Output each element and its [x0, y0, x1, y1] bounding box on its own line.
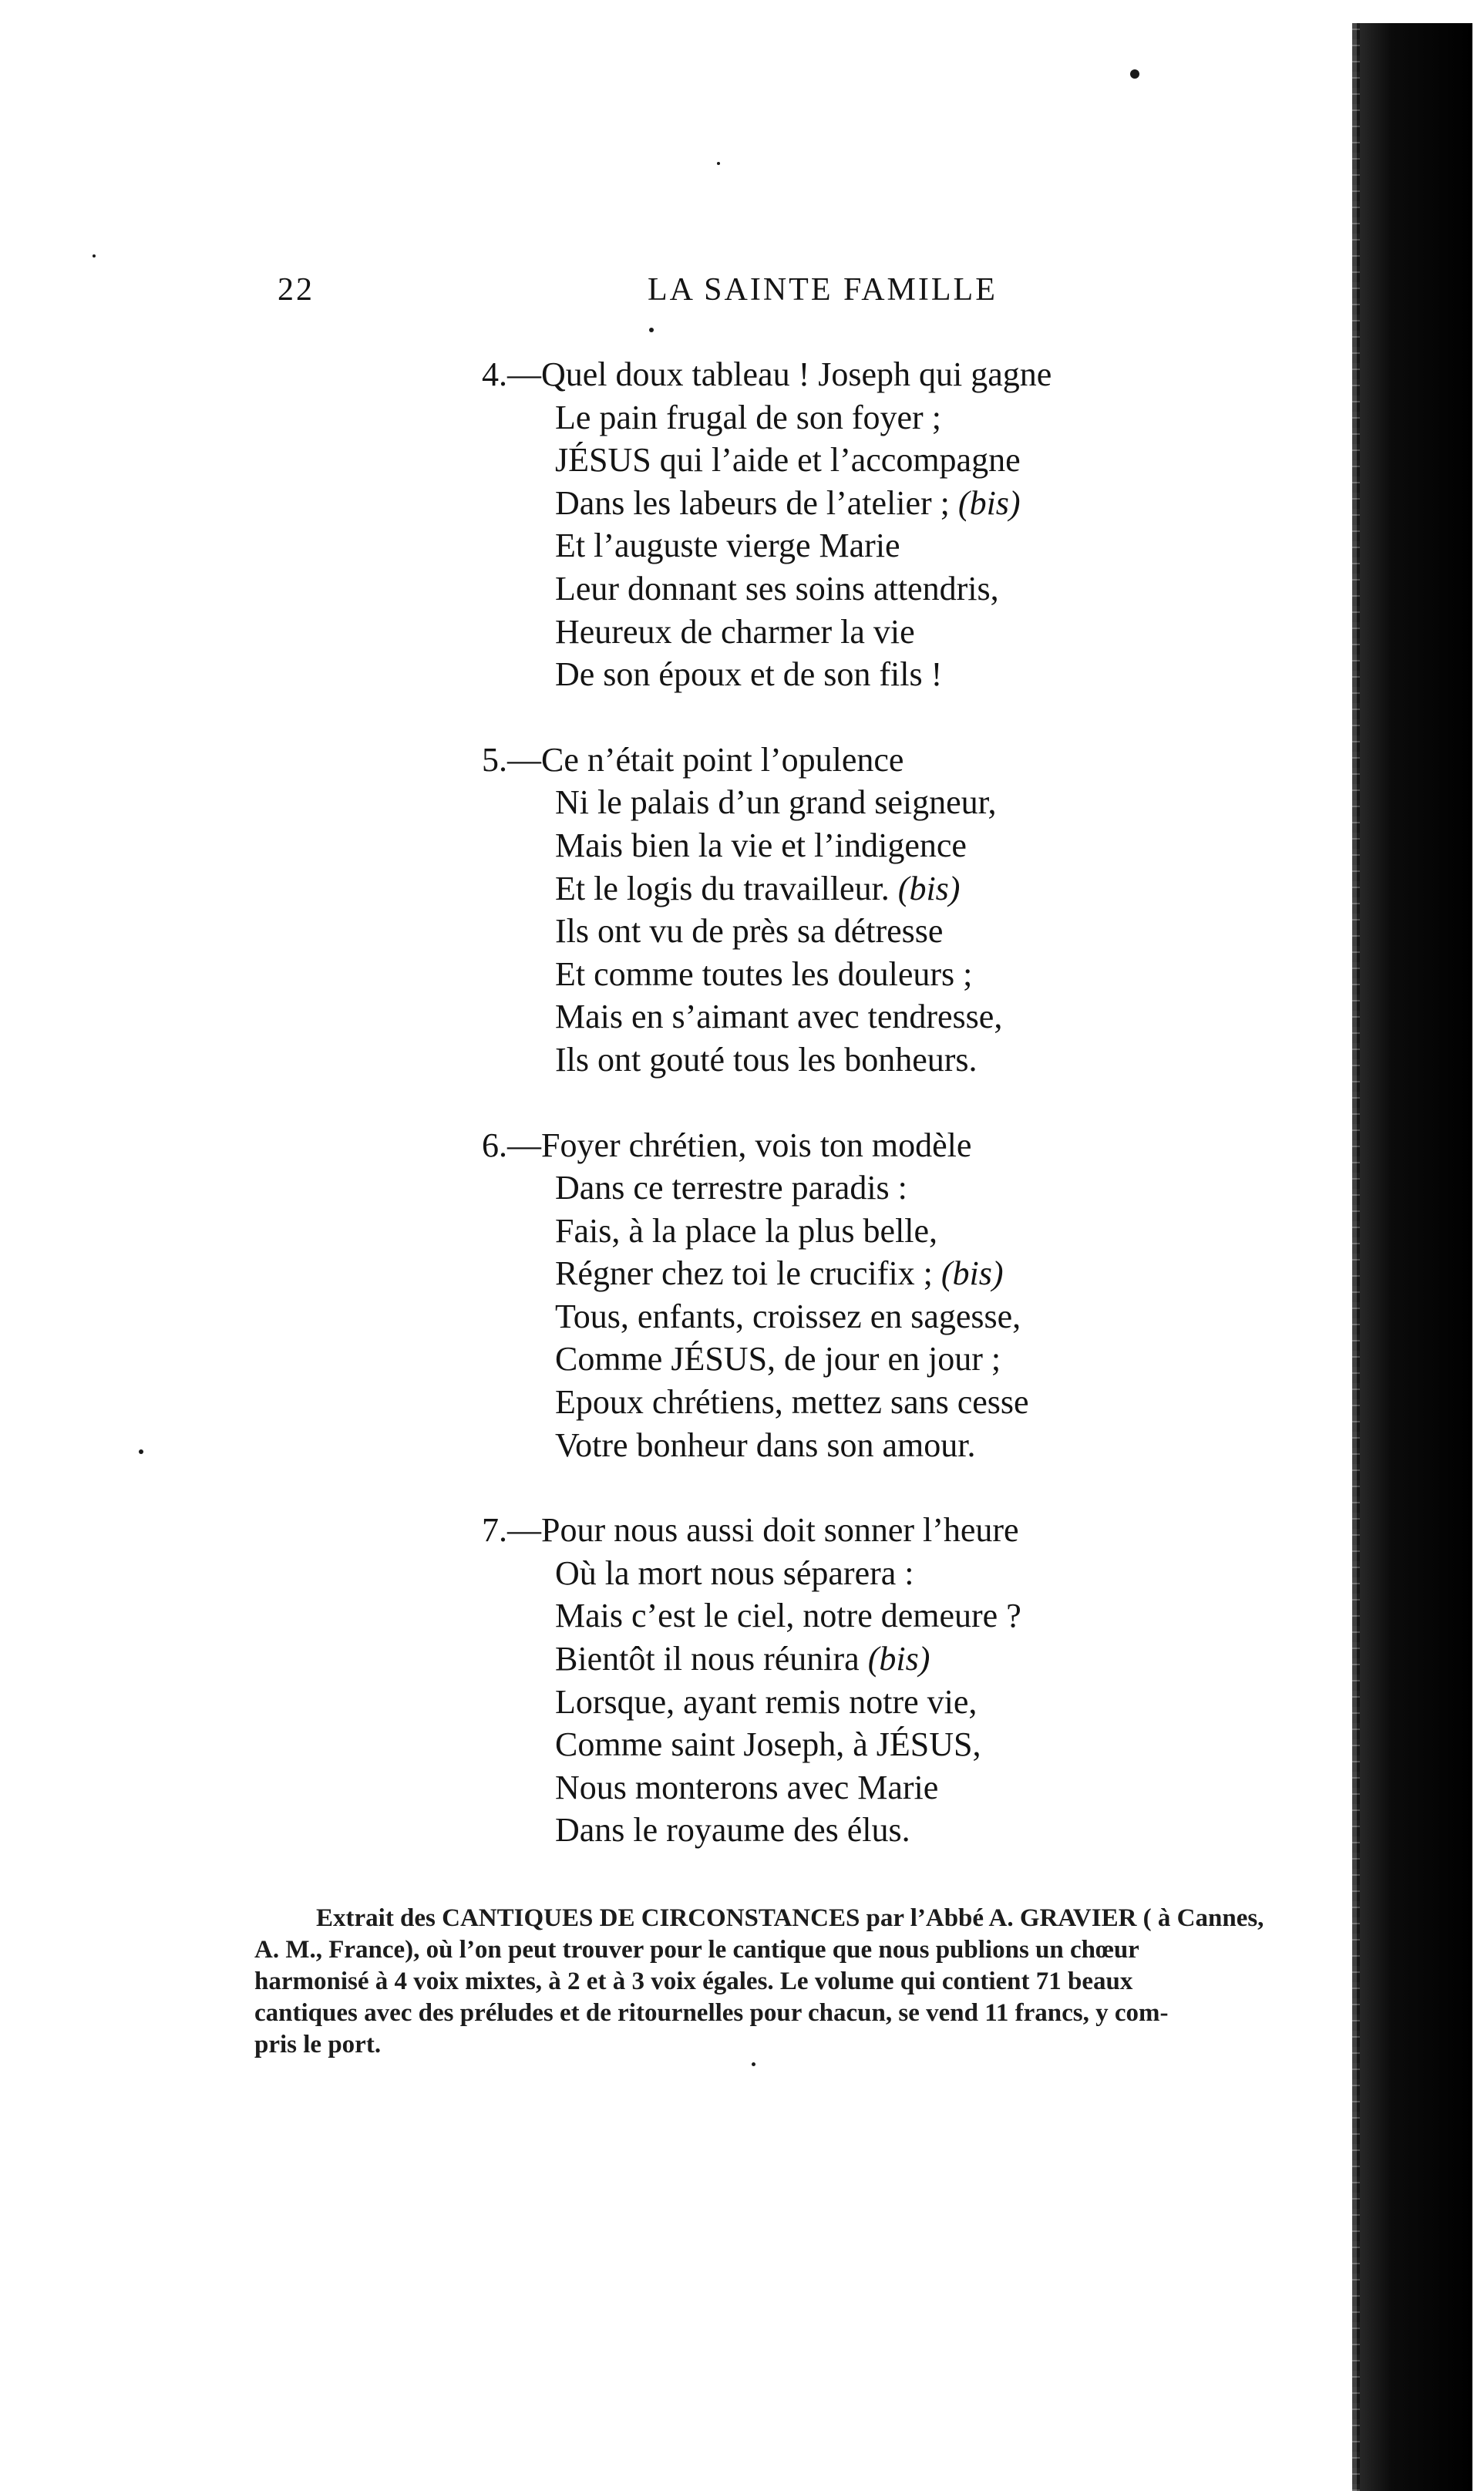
- verse-line-text: Dans les labeurs de l’atelier ;: [555, 483, 950, 522]
- scan-speck: [717, 162, 720, 165]
- scan-speck: [649, 328, 654, 332]
- verse-line: Mais en s’aimant avec tendresse,: [555, 998, 1003, 1036]
- scan-speck: [1130, 69, 1139, 79]
- verse-line: JÉSUS qui l’aide et l’accompagne: [555, 441, 1021, 480]
- scan-dark-edge: [1357, 23, 1472, 2491]
- verse-line: Comme JÉSUS, de jour en jour ;: [555, 1340, 1001, 1378]
- verse-line: 7.—Pour nous aussi doit sonner l’heure: [482, 1511, 1019, 1550]
- verse-line: De son époux et de son fils !: [555, 655, 943, 694]
- verse-line-text: Bientôt il nous réunira: [555, 1640, 860, 1678]
- stanza-7: [482, 1509, 1368, 1852]
- footnote-line: cantiques avec des préludes et de ritournelles pour chacun, se vend 11 francs, y com-: [254, 1999, 1169, 2027]
- bis-marker: (bis): [941, 1254, 1004, 1293]
- verse-line: Ils ont gouté tous les bonheurs.: [555, 1040, 978, 1079]
- verse-line: Nous monterons avec Marie: [555, 1768, 939, 1806]
- footnote-line: Extrait des CANTIQUES DE CIRCONSTANCES par l’Abbé A. GRAVIER ( à Cannes,: [316, 1904, 1264, 1932]
- page-header: [0, 271, 1484, 318]
- stanza-5: [482, 739, 1368, 1082]
- verse-line: Mais c’est le ciel, notre demeure ?: [555, 1597, 1021, 1635]
- running-title: LA SAINTE FAMILLE: [648, 272, 998, 308]
- footnote-line: harmonisé à 4 voix mixtes, à 2 et à 3 voix égales. Le volume qui contient 71 beaux: [254, 1968, 1133, 1995]
- verse-line: 5.—Ce n’était point l’opulence: [482, 740, 904, 779]
- verse-line: Tous, enfants, croissez en sagesse,: [555, 1297, 1021, 1335]
- verse-line: Lorsque, ayant remis notre vie,: [555, 1682, 978, 1721]
- verse-line: Ils ont vu de près sa détresse: [555, 912, 944, 951]
- verse-line: Le pain frugal de son foyer ;: [555, 398, 941, 436]
- bis-marker: (bis): [897, 869, 961, 907]
- verse-line: Ni le palais d’un grand seigneur,: [555, 783, 997, 822]
- verse-line: Et comme toutes les douleurs ;: [555, 954, 973, 993]
- verse-line: Fais, à la place la plus belle,: [555, 1211, 938, 1250]
- verse-line: Votre bonheur dans son amour.: [555, 1426, 976, 1464]
- verse-line-text: Régner chez toi le crucifix ;: [555, 1254, 933, 1293]
- verse-line-with-bis: [482, 482, 1368, 525]
- verse-line: 4.—Quel doux tableau ! Joseph qui gagne: [482, 355, 1052, 393]
- stanza-6: [482, 1124, 1368, 1467]
- verse-line: Heureux de charmer la vie: [555, 612, 915, 651]
- verse-line: Dans le royaume des élus.: [555, 1811, 910, 1850]
- verse-line: 6.—Foyer chrétien, vois ton modèle: [482, 1126, 972, 1164]
- scan-speck: [93, 254, 96, 258]
- verse-line-with-bis: [482, 867, 1368, 911]
- verse-line: Dans ce terrestre paradis :: [555, 1169, 907, 1207]
- verse-line: Mais bien la vie et l’indigence: [555, 826, 967, 864]
- footnote-line: pris le port.: [254, 2031, 382, 2058]
- stanza-4: [482, 353, 1368, 696]
- verse-line: Epoux chrétiens, mettez sans cesse: [555, 1383, 1029, 1422]
- footnote-line: A. M., France), où l’on peut trouver pour le cantique que nous publions un chœur: [254, 1936, 1139, 1964]
- bis-marker: (bis): [957, 483, 1021, 522]
- verse-line-text: Et le logis du travailleur.: [555, 869, 890, 907]
- scan-speck: [139, 1449, 143, 1454]
- scan-speck: [752, 2062, 755, 2066]
- source-footnote: [254, 1903, 1380, 2061]
- verse-line-with-bis: [482, 1638, 1368, 1681]
- verse-line: Où la mort nous séparera :: [555, 1554, 914, 1592]
- verse-line-with-bis: [482, 1252, 1368, 1295]
- bis-marker: (bis): [867, 1640, 930, 1678]
- hymn-verses: [482, 353, 1368, 1852]
- page-number: 22: [278, 272, 315, 308]
- verse-line: Leur donnant ses soins attendris,: [555, 569, 999, 608]
- verse-line: Et l’auguste vierge Marie: [555, 527, 900, 565]
- verse-line: Comme saint Joseph, à JÉSUS,: [555, 1725, 981, 1764]
